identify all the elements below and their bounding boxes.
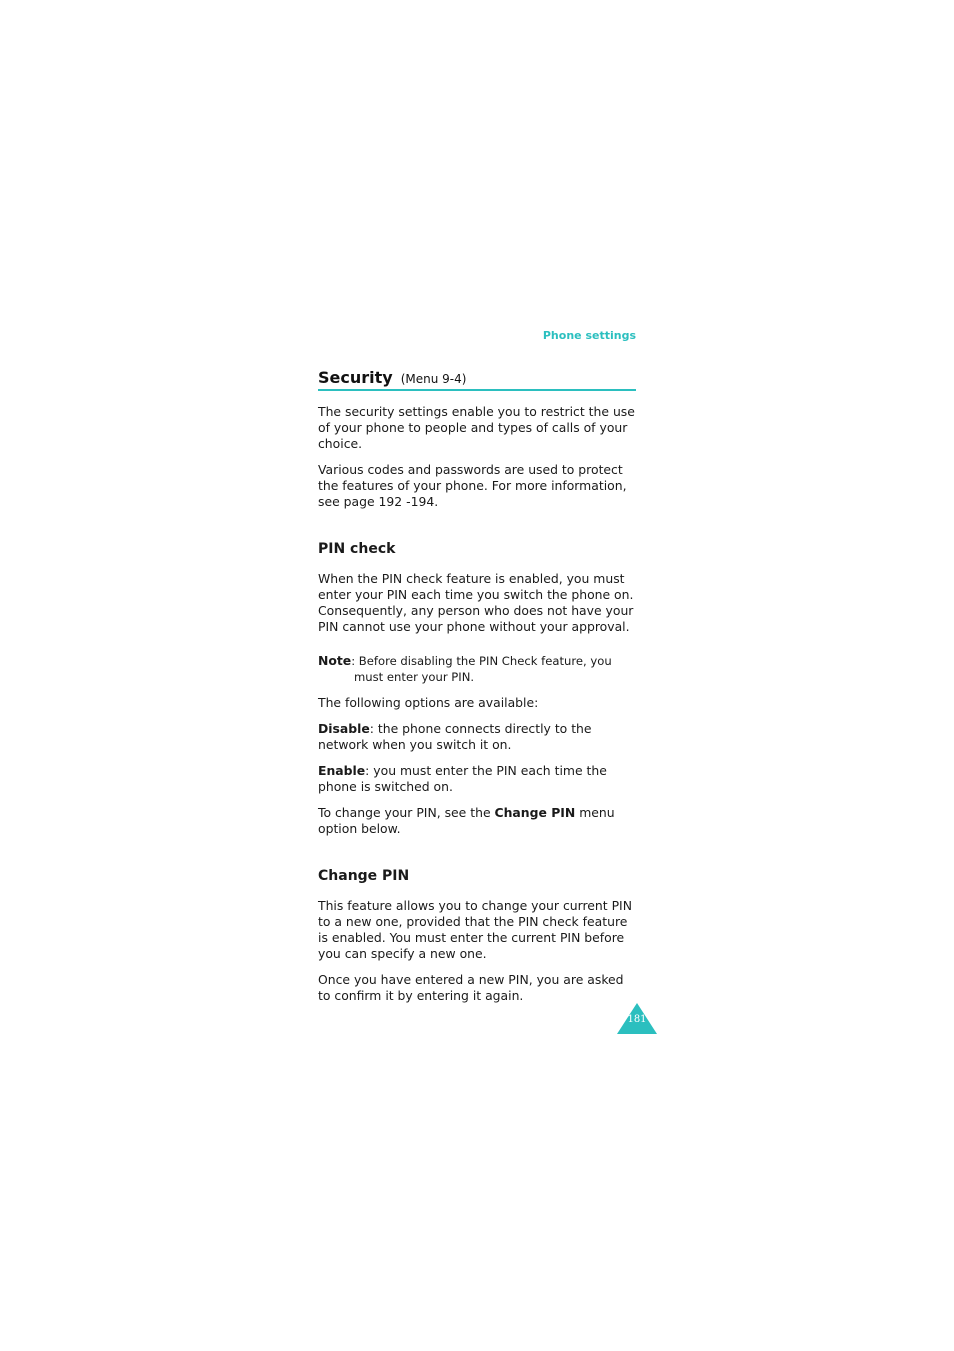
subsection-title-pin-check: PIN check [318,541,396,557]
options-intro: The following options are available: [318,695,539,710]
option-disable-label: Disable [318,721,370,736]
section-heading [318,370,636,391]
note-block [318,653,636,685]
note-text-line1: : Before disabling the PIN Check feature, you [351,654,612,668]
note-text-line2: must enter your PIN. [354,670,475,684]
section-title-security: Security [318,368,393,387]
option-enable-text: : you must enter the PIN each time the phone is switched on. [318,763,607,794]
note-label: Note [318,653,352,668]
pin-check-paragraph: When the PIN check feature is enabled, you must enter your PIN each time you switch the phone on. Consequently, any person who does not have your PIN cannot use your phone without your approval. [318,571,634,634]
menu-reference: (Menu 9-4) [400,372,467,386]
subsection-title-change-pin: Change PIN [318,868,410,884]
change-pin-paragraph: This feature allows you to change your current PIN to a new one, provided that the PIN check feature is enabled. You must enter the current PIN before you can specify a new one. [318,898,632,961]
page-content [318,370,636,1014]
option-disable-text: : the phone connects directly to the network when you switch it on. [318,721,592,752]
change-pin-reference [318,805,636,837]
change-ref-suffix: menu option below. [318,805,615,836]
security-intro-paragraph: The security settings enable you to restrict the use of your phone to people and types of calls of your choice. [318,404,635,451]
security-codes-paragraph: Various codes and passwords are used to protect the features of your phone. For more information, see page 192 -194. [318,462,627,509]
option-enable-label: Enable [318,763,366,778]
option-disable [318,721,636,753]
change-ref-link: Change PIN [494,805,576,820]
option-enable [318,763,636,795]
change-ref-prefix: To change your PIN, see the [318,805,495,820]
change-pin-confirm-paragraph: Once you have entered a new PIN, you are asked to confirm it by entering it again. [318,972,624,1003]
page-number: 181 [627,1014,647,1025]
running-header: Phone settings [542,329,636,342]
